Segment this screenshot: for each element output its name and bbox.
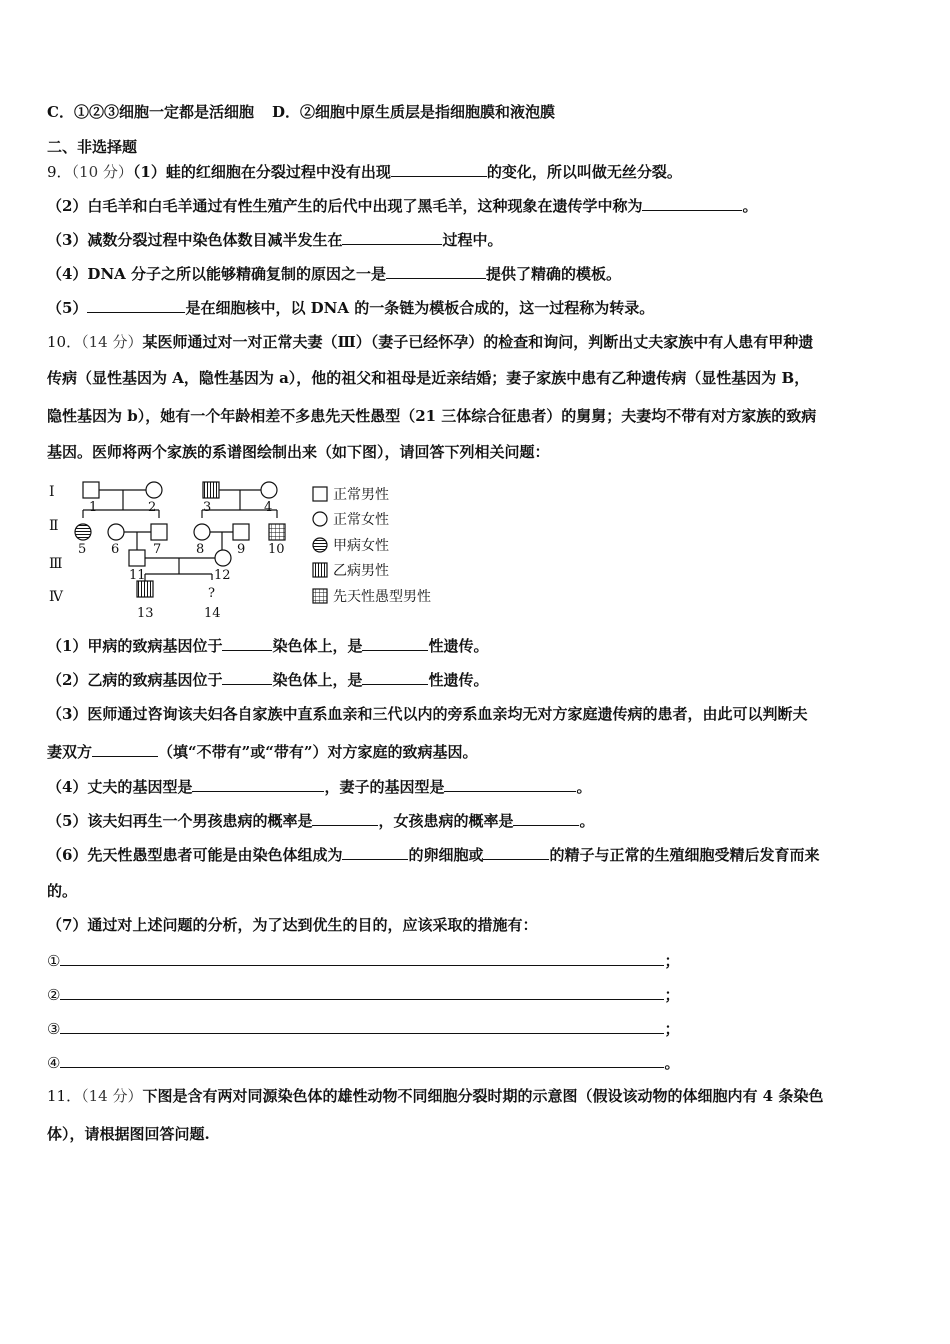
answer-blank[interactable] (483, 844, 549, 860)
circled-number: ① (47, 952, 61, 970)
q10-sub3-cont (47, 741, 478, 762)
q10-intro-text: 某医师通过对一对正常夫妻（Ⅲ）（妻子已经怀孕）的检查和询问，判断出丈夫家族中有人患有甲种遗 (142, 333, 814, 351)
option-d-label: D． (271, 103, 300, 121)
answer-blank[interactable] (60, 1052, 664, 1068)
q11-line2: 体），请根据图回答问题. (47, 1125, 210, 1143)
legend-down-syndrome-male-icon (313, 589, 327, 603)
pedigree-individual-6 (108, 524, 124, 540)
pedigree-id: 6 (111, 542, 120, 557)
gen-label-4: Ⅳ (49, 589, 63, 605)
q10-s1-tail: 性遗传。 (428, 637, 489, 655)
pedigree-individual-10 (269, 524, 285, 540)
legend-label: 正常男性 (333, 487, 389, 503)
q10-s2-text: （2）乙病的致病基因位于 (47, 671, 223, 689)
answer-blank[interactable] (642, 195, 742, 211)
legend-normal-male-icon (313, 487, 327, 501)
q10-sub2 (47, 669, 488, 690)
q10-s2-tail: 性遗传。 (428, 671, 489, 689)
q9-p2-tail: 。 (742, 197, 758, 215)
pedigree-id: 13 (137, 606, 154, 621)
legend-disease-a-female-icon (313, 538, 327, 552)
measure-line-2 (47, 984, 679, 1005)
gen-label-2: Ⅱ (49, 518, 59, 534)
circled-number: ③ (47, 1020, 61, 1038)
pedigree-individual-2 (146, 482, 162, 498)
q10-s5-mid: ，女孩患病的概率是 (378, 812, 514, 830)
q10-s1-mid: 染色体上，是 (272, 637, 363, 655)
pedigree-individual-11 (129, 550, 145, 566)
q9-p1-tail: 的变化，所以叫做无丝分裂。 (486, 163, 682, 181)
q10-s1-text: （1）甲病的致病基因位于 (47, 637, 223, 655)
q11-points: （14 分） (81, 1087, 143, 1105)
answer-blank[interactable] (192, 776, 324, 792)
unknown-child-mark: ? (208, 586, 215, 601)
q10-sub1 (47, 635, 488, 656)
pedigree-id: 14 (204, 606, 221, 621)
circled-number: ④ (47, 1054, 61, 1072)
measure-line-1 (47, 950, 679, 971)
q9-number: 9． (47, 163, 72, 181)
line-end-punct: ； (664, 986, 680, 1004)
gen-label-1: Ⅰ (49, 484, 55, 500)
pedigree-id: 7 (153, 542, 162, 557)
q10-sub6-cont: 的。 (47, 882, 78, 900)
q9-p5-text: （5） (47, 299, 88, 317)
answer-blank[interactable] (362, 669, 428, 685)
pedigree-id: 4 (264, 500, 273, 515)
q10-sub5 (47, 810, 594, 831)
line-end-punct: ； (664, 952, 680, 970)
line-end-punct: 。 (664, 1054, 680, 1072)
pedigree-individual-7 (151, 524, 167, 540)
q11-text: 下图是含有两对同源染色体的雄性动物不同细胞分裂时期的示意图（假设该动物的体细胞内有 4 条染色 (142, 1087, 824, 1105)
q9-part1 (47, 161, 682, 182)
q9-p4-tail: 提供了精确的模板。 (486, 265, 622, 283)
q10-sub3: （3）医师通过咨询该夫妇各自家族中直系血亲和三代以内的旁系血亲均无对方家庭遗传病的患者，由此可以判断夫 (47, 705, 808, 723)
q10-s4-text: （4）丈夫的基因型是 (47, 778, 193, 796)
answer-blank[interactable] (386, 263, 486, 279)
q10-sub4 (47, 776, 591, 797)
pedigree-id: 8 (196, 542, 205, 557)
answer-blank[interactable] (391, 161, 487, 177)
q9-p1-text: （1）蛙的红细胞在分裂过程中没有出现 (132, 163, 391, 181)
q10-intro-line3: 隐性基因为 b），她有一个年龄相差不多患先天性愚型（21 三体综合征患者）的舅舅；夫妻均不带有对方家族的致病 (47, 407, 817, 425)
q9-p3-tail: 过程中。 (442, 231, 503, 249)
option-c-text: ①②③细胞一定都是活细胞 (73, 103, 254, 121)
q10-s3-text: 妻双方 (47, 743, 93, 761)
answer-blank[interactable] (342, 229, 442, 245)
q9-part2 (47, 195, 757, 216)
pedigree-individual-5 (75, 524, 91, 540)
answer-blank[interactable] (92, 741, 158, 757)
q10-intro-line2: 传病（显性基因为 A，隐性基因为 a），他的祖父和祖母是近亲结婚；妻子家族中患有乙种遗传病（显性基因为 B， (47, 369, 810, 387)
q10-sub7: （7）通过对上述问题的分析，为了达到优生的目的，应该采取的措施有： (47, 916, 538, 934)
q10-s3-tail: （填“不带有”或“带有”）对方家庭的致病基因。 (158, 743, 478, 761)
pedigree-chart (47, 476, 467, 621)
legend-label: 甲病女性 (333, 538, 389, 554)
answer-blank[interactable] (222, 635, 272, 651)
answer-blank[interactable] (60, 950, 664, 966)
legend-normal-female-icon (313, 512, 327, 526)
pedigree-individual-9 (233, 524, 249, 540)
q9-points: （10 分） (71, 163, 133, 181)
pedigree-id: 3 (203, 500, 212, 515)
q10-s2-mid: 染色体上，是 (272, 671, 363, 689)
pedigree-individual-1 (83, 482, 99, 498)
q10-number: 10． (47, 333, 82, 351)
circled-number: ② (47, 986, 61, 1004)
answer-blank[interactable] (60, 984, 664, 1000)
q9-p5-tail: 是在细胞核中，以 DNA 的一条链为模板合成的，这一过程称为转录。 (185, 299, 655, 317)
pedigree-individual-12 (215, 550, 231, 566)
q10-s6-mid: 的卵细胞或 (408, 846, 484, 864)
q10-s6-tail: 的精子与正常的生殖细胞受精后发育而来 (549, 846, 820, 864)
legend-label: 正常女性 (333, 512, 389, 528)
pedigree-id: 12 (214, 568, 231, 583)
answer-blank[interactable] (60, 1018, 664, 1034)
answer-blank[interactable] (342, 844, 408, 860)
option-d-text: ②细胞中原生质层是指细胞膜和液泡膜 (299, 103, 555, 121)
q11-line1 (47, 1086, 823, 1106)
q9-part4 (47, 263, 621, 284)
measure-line-3 (47, 1018, 679, 1039)
pedigree-individual-3 (203, 482, 219, 498)
option-c-label: C． (47, 103, 74, 121)
q8-options-cd (47, 102, 555, 122)
section-title: 二、非选择题 (47, 138, 138, 156)
q11-number: 11． (47, 1087, 82, 1105)
gen-label-3: Ⅲ (49, 556, 63, 572)
pedigree-id: 9 (237, 542, 246, 557)
pedigree-id: 5 (78, 542, 87, 557)
pedigree-id: 1 (89, 500, 98, 515)
q10-s6-text: （6）先天性愚型患者可能是由染色体组成为 (47, 846, 343, 864)
answer-blank[interactable] (87, 297, 185, 313)
pedigree-id: 2 (148, 500, 157, 515)
legend-disease-b-male-icon (313, 563, 327, 577)
pedigree-id: 11 (129, 568, 146, 583)
answer-blank[interactable] (312, 810, 378, 826)
q10-points: （14 分） (81, 333, 143, 351)
legend-label: 乙病男性 (333, 563, 389, 579)
q9-part5 (47, 297, 654, 318)
measure-line-4 (47, 1052, 679, 1073)
pedigree-id: 10 (268, 542, 285, 557)
q10-s4-tail: 。 (576, 778, 592, 796)
q10-intro-line4: 基因。医师将两个家族的系谱图绘制出来（如下图），请回答下列相关问题： (47, 443, 550, 461)
q10-sub6 (47, 844, 819, 865)
q10-s5-tail: 。 (579, 812, 595, 830)
q10-intro-line1 (47, 332, 813, 352)
answer-blank[interactable] (362, 635, 428, 651)
answer-blank[interactable] (513, 810, 579, 826)
legend-label: 先天性愚型男性 (333, 589, 431, 605)
q10-s4-mid: ，妻子的基因型是 (324, 778, 445, 796)
q9-p3-text: （3）减数分裂过程中染色体数目减半发生在 (47, 231, 343, 249)
answer-blank[interactable] (222, 669, 272, 685)
pedigree-individual-4 (261, 482, 277, 498)
line-end-punct: ； (664, 1020, 680, 1038)
answer-blank[interactable] (444, 776, 576, 792)
pedigree-individual-13 (137, 581, 153, 597)
q9-p4-text: （4）DNA 分子之所以能够精确复制的原因之一是 (47, 265, 387, 283)
q10-s5-text: （5）该夫妇再生一个男孩患病的概率是 (47, 812, 313, 830)
pedigree-individual-8 (194, 524, 210, 540)
q9-p2-text: （2）白毛羊和白毛羊通过有性生殖产生的后代中出现了黑毛羊，这种现象在遗传学中称为 (47, 197, 643, 215)
q9-part3 (47, 229, 502, 250)
